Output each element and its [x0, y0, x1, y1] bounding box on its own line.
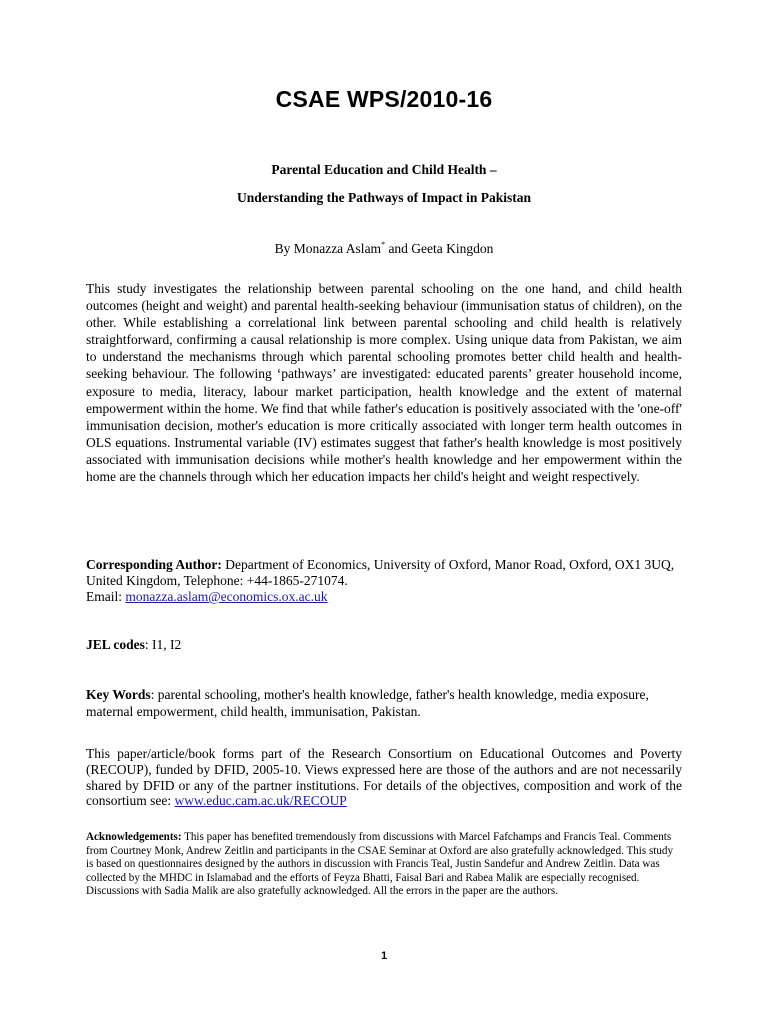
jel-codes-label: JEL codes	[86, 637, 145, 652]
acknowledgements-text: This paper has benefited tremendously from discussions with Marcel Fafchamps and Francis Teal. Comments from Courtney Monk, Andrew Zeitlin and participants in the CSAE Seminar at Oxford are also gratefully acknowledged. This study is based on questionnaires designed by the authors in discussion with Francis Teal, Justin Sandefur and Andrew Zeitlin. Data was collected by the MHDC in Islamabad and the efforts of Feyza Bhatti, Faisal Bari and Rabea Malik are especially recognised. Discussions with Sadia Malik are also gratefully acknowledged. All the errors in the paper are the authors.	[86, 831, 674, 897]
email-link[interactable]: monazza.aslam@economics.ox.ac.uk	[125, 589, 328, 604]
corresponding-author-label: Corresponding Author:	[86, 557, 222, 572]
series-number: CSAE WPS/2010-16	[275, 86, 493, 112]
paper-title-line-2: Understanding the Pathways of Impact in Pakistan	[236, 190, 532, 205]
key-words	[86, 686, 682, 720]
jel-codes	[86, 637, 682, 653]
corresponding-author	[86, 557, 682, 605]
authors-prefix: By Monazza Aslam	[274, 241, 382, 256]
email-label: Email:	[86, 589, 126, 604]
author-footnote-marker: *	[381, 240, 386, 249]
recoup-note-text: This paper/article/book forms part of the Research Consortium on Educational Outcomes and Poverty (RECOUP), funded by DFID, 2005-10. Views expressed here are those of the authors and are not necessarily shared by DFID or any of the partner institutions. For details of the objectives, composition and work of the consortium see:	[86, 746, 682, 809]
recoup-note	[86, 746, 682, 809]
authors-suffix: and Geeta Kingdon	[385, 241, 494, 256]
recoup-link[interactable]: www.educ.cam.ac.uk/RECOUP	[174, 793, 347, 809]
page-number: 1	[380, 950, 388, 962]
key-words-value: : parental schooling, mother's health knowledge, father's health knowledge, media exposure, maternal empowerment, child health, immunisation, Pakistan.	[86, 687, 649, 719]
corresponding-author-address: Department of Economics, University of Oxford, Manor Road, Oxford, OX1 3UQ, United Kingdom, Telephone: +44-1865-271074.	[86, 557, 675, 588]
abstract: This study investigates the relationship between parental schooling on the one hand, and child health outcomes (height and weight) and parental health-seeking behaviour (immunisation status of children), on the other. While establishing a correlational link between parental schooling and child health is relatively straightforward, confirming a causal relationship is more complex. Using unique data from Pakistan, we aim to understand the mechanisms through which parental schooling promotes better child health and health-seeking behaviour. The following ‘pathways’ are investigated: educated parents’ greater household income, exposure to media, literacy, labour market participation, health knowledge and the extent of maternal empowerment within the home. We find that while father's education is positively associated with the 'one-off' immunisation decision, mother's education is more critically associated with longer term health outcomes in OLS equations. Instrumental variable (IV) estimates suggest that father's health knowledge is most positively associated with immunisation decisions while mother's health knowledge and her empowerment within the home are the channels through which her education impacts her child's height and weight respectively.	[86, 281, 682, 485]
jel-codes-value: : I1, I2	[144, 637, 182, 652]
author-line	[0, 240, 768, 257]
key-words-label: Key Words	[86, 687, 151, 702]
paper-title-line-1: Parental Education and Child Health –	[271, 162, 497, 177]
acknowledgements-label: Acknowledgements:	[86, 831, 182, 843]
acknowledgements	[86, 831, 682, 899]
